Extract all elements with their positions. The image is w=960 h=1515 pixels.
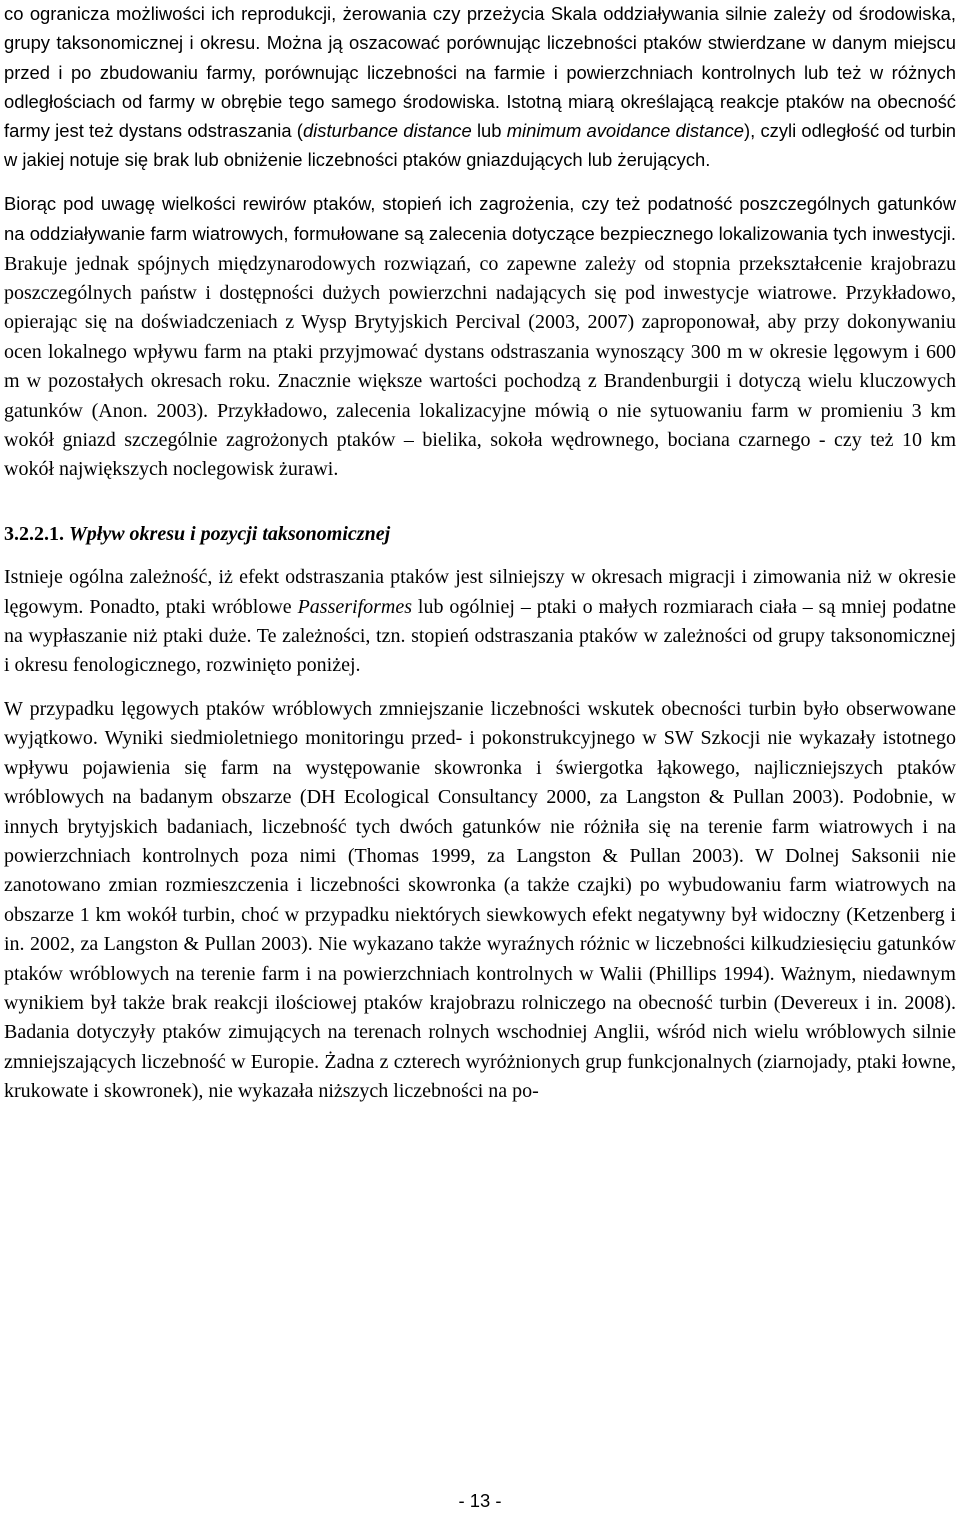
italic-term: Passeriformes <box>297 595 413 618</box>
paragraph-text: W przypadku lęgowych ptaków wróblowych zmniejszanie liczebności wskutek obecności turbin było obserwowane wyjątkowo. Wyniki siedmioletniego monitoringu przed- i pokonstrukcyjnego w SW Szkocji nie wykazały istotnego wpływu pojawienia się farm na występowanie skowronka i świergotka łąkowego, najliczniejszych ptaków wróblowych na badanym obszarze (DH Ecological Consultancy 2000, za Langston & Pullan 2003). Podobnie, w innych brytyjskich badaniach, liczebność tych dwóch gatunków nie różniła się na terenie farm wiatrowych i na powierzchniach kontrolnych poza nimi (Thomas 1999, za Langston & Pullan 2003). W Dolnej Saksonii nie zanotowano zmian rozmieszczenia i liczebności skowronka (a także czajki) po wybudowaniu farm wiatrowych na obszarze 1 km wokół turbin, choć w przypadku niektórych siewkowych efekt negatywny był widoczny (Ketzenberg i in. 2002, za Langston & Pullan 2003). Nie wykazano także wyraźnych różnic w liczebności kilkudziesięciu gatunków ptaków wróblowych na terenie farm i na powierzchniach kontrolnych w Walii (Phillips 1994). Ważnym, niedawnym wynikiem był także brak reakcji ilościowej ptaków krajobrazu rolniczego na obecność turbin (Devereux i in. 2008). Badania dotyczyły ptaków zimujących na terenach rolnych wschodniej Anglii, wśród nich wielu wróblowych silnie zmniejszających liczebność w Europie. Żadna z czterech wyróżnionych grup funkcjonalnych (ziarnojady, ptaki łowne, krukowate i skowronek), nie wykazała niższych liczebności na po- <box>4 697 956 1103</box>
italic-term: disturbance distance <box>302 120 472 142</box>
italic-term: minimum avoidance distance <box>506 120 745 142</box>
paragraph-text: Biorąc pod uwagę wielkości rewirów ptaków, stopień ich zagrożenia, czy też podatność poszczególnych gatunków na oddziaływanie farm wiatrowych, formułowane są zalecenia dotyczące bezpiecznego lokalizowania tych inwestycji. <box>4 192 956 245</box>
section-title: Wpływ okresu i pozycji taksonomicznej <box>69 522 391 545</box>
section-number: 3.2.2.1. <box>4 522 69 545</box>
document-page <box>4 0 956 1107</box>
paragraph-text: lub <box>471 120 507 142</box>
paragraph-text: Brakuje jednak spójnych międzynarodowych rozwiązań, co zapewne zależy od stopnia przekształcenie krajobrazu poszczególnych państw i dostępności dużych powierzchni nadających się pod inwestycje wiatrowe. Przykładowo, opierając się na doświadczeniach z Wysp Brytyjskich Percival (2003, 2007) zaproponował, aby przy dokonywaniu ocen lokalnego wpływu farm na ptaki przyjmować dystans odstraszania wynoszący 300 m w okresie lęgowym i 600 m w pozostałych okresach roku. Znacznie większe wartości pochodzą z Brandenburgii i dotyczą wielu kluczowych gatunków (Anon. 2003). Przykładowo, zalecenia lokalizacyjne mówią o nie sytuowaniu farm w promieniu 3 km wokół gniazd szczególnie zagrożonych ptaków – bielika, sokoła wędrownego, bociana czarnego - czy też 10 km wokół największych noclegowisk żurawi. <box>4 252 956 481</box>
paragraph-text: lub ogólniej – ptaki o małych rozmiarach ciała – są mniej podatne na wypłaszanie niż ptaki duże. Te zależności, tzn. stopień odstraszania ptaków w zależności od grupy taksonomicznej i okresu fenologicznego, rozwinięto poniżej. <box>4 595 956 677</box>
paragraph-recommendations <box>4 189 956 485</box>
paragraph-text: ), czyli odległość od turbin w jakiej notuje się brak lub obniżenie liczebności ptaków gniazdujących lub żerujących. <box>4 120 957 171</box>
paragraph-season-taxonomy <box>4 563 956 681</box>
paragraph-passerines <box>4 695 956 1107</box>
section-heading <box>4 520 956 549</box>
page-number: - 13 - <box>458 1490 502 1511</box>
paragraph-text: Istnieje ogólna zależność, iż efekt odstraszania ptaków jest silniejszy w okresach migracji i zimowania niż w okresie lęgowym. Ponadto, ptaki wróblowe <box>4 566 956 618</box>
paragraph-text: co ogranicza możliwości ich reprodukcji, żerowania czy przeżycia Skala oddziaływania silnie zależy od środowiska, grupy taksonomicznej i okresu. Można ją oszacować porównując liczebności ptaków stwierdzane w danym miejscu przed i po zbudowaniu farmy, porównując liczebności na farmie i powierzchniach kontrolnych lub też w różnych odległościach od farmy w obrębie tego samego środowiska. Istotną miarą określającą reakcje ptaków na obecność farmy jest też dystans odstraszania ( <box>4 3 956 142</box>
paragraph-farm-impact <box>4 0 956 175</box>
